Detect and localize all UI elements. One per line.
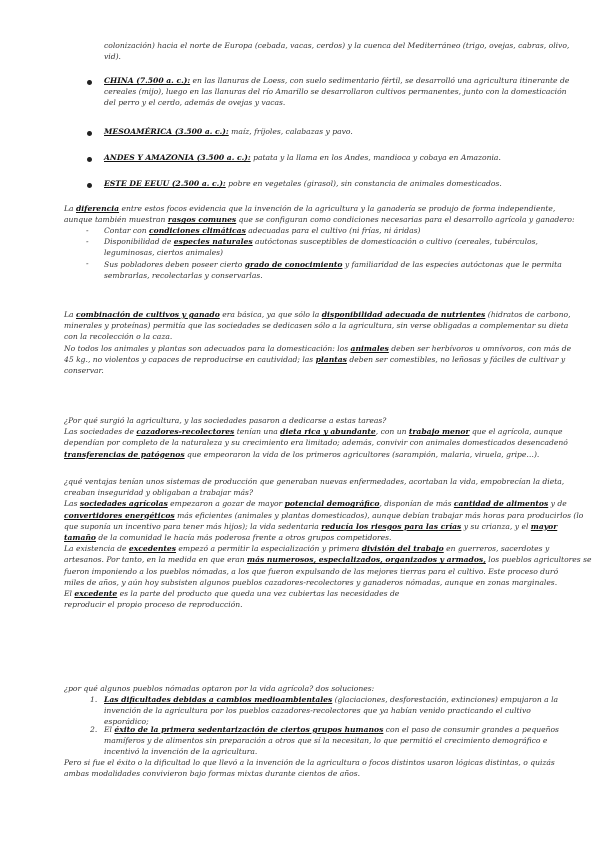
bold-term: trabajo menor: [408, 427, 470, 437]
bold-term: dieta rica y abundante: [280, 427, 376, 437]
bold-term: especies naturales: [173, 237, 253, 247]
list-dash: -: [86, 259, 89, 268]
list-dash: -: [86, 226, 89, 235]
text-span: es la parte del producto que queda una vez cubiertas las necesidades de: [117, 589, 400, 599]
combinacion-paragraph: [64, 309, 571, 376]
text-span: adecuadas para el cultivo (ni frías, ni áridas): [245, 226, 421, 235]
text-span: con el paso de consumir grandes a pequeños: [383, 725, 559, 734]
bold-term: excedente: [74, 589, 118, 599]
bullet-dot: [87, 183, 92, 188]
bold-term: más numerosos, especializados, organizados y armados,: [247, 555, 486, 565]
text-span: y de: [548, 499, 567, 509]
bold-term: plantas: [315, 354, 347, 364]
bold-term: condiciones climáticas: [149, 226, 246, 235]
text-span: pobre en vegetales (girasol), sin constancia de animales domesticados.: [225, 179, 502, 188]
text-span: Las: [64, 499, 80, 509]
solution-2: [104, 724, 559, 758]
text-span: deben ser comestibles, no leñosas y fáciles de cultivar y: [346, 354, 566, 364]
text-span: que se configuran como condiciones necesarias para el desarrollo agrícola y ganadero:: [236, 215, 575, 225]
text-span: Sus pobladores deben poseer cierto: [104, 259, 245, 269]
text-span: autóctonas susceptibles de domesticación o cultivo (cereales, tubérculos,: [252, 237, 538, 247]
text-line: leguminosas, ciertos animales): [104, 248, 224, 258]
text-line: esporádico;: [104, 717, 149, 727]
text-line: del perro y el cerdo, además de ovejas y vacas.: [104, 98, 286, 108]
text-line: Pero si fue el éxito o la dificultad lo que llevó a la invención de la agricultura o focos distintos usaron lógicas distintas, o quizás: [64, 758, 555, 767]
text-span: que suponía un incentivo para tener más hijos); la vida sedentaria: [64, 521, 322, 531]
text-span: empezó a permitir la especialización y primera: [176, 544, 362, 554]
question-line: ¿Por qué surgió la agricultura, y las sociedades pasaron a dedicarse a estas tareas?: [64, 416, 387, 425]
text-span: maíz, fríjoles, calabazas y pavo.: [228, 127, 353, 136]
bullet-dot: [87, 157, 92, 162]
text-line: vid).: [104, 52, 121, 62]
text-line: colonización) hacia el norte de Europa (cebada, vacas, cerdos) y la cuenca del Mediterráneo (trigo, ovejas, cabras, olivo,: [104, 41, 570, 50]
bold-term: convertidores energéticos: [64, 510, 175, 520]
bullet-item-china: [104, 75, 569, 109]
bold-term: rasgos comunes: [167, 215, 237, 225]
text-span: , con un: [375, 427, 409, 437]
text-span: La: [64, 310, 76, 319]
diferencia-paragraph: [64, 203, 575, 225]
bold-term: combinación de cultivos y ganado: [75, 310, 220, 319]
text-span: empezaron a gozar de mayor: [167, 499, 285, 509]
text-span: en guerreros, sacerdotes y: [443, 544, 550, 554]
closing-paragraph: [64, 757, 555, 779]
bold-term: MESOAMÉRICA (3.500 a. c.):: [104, 127, 229, 136]
text-span: los pueblos agricultores se: [485, 555, 592, 565]
bold-term: reducía los riesgos para las crías: [321, 521, 462, 531]
nomads-question: [64, 683, 374, 694]
text-line: incentivó la invención de la agricultura.: [104, 747, 258, 757]
bold-term: CHINA (7.500 a. c.):: [104, 76, 191, 85]
text-line: conservar.: [64, 366, 104, 376]
text-line: fueron imponiendo a los pueblos nómadas, a los que fueron expulsando de las mejores tierras para el cultivo. Este proceso duró: [64, 566, 559, 576]
text-span: El: [64, 589, 75, 599]
bullet-dot: [87, 80, 92, 85]
text-span: Disponibilidad de: [104, 237, 174, 247]
conditions-list: [104, 225, 562, 281]
bold-term: cazadores-recolectores: [136, 427, 235, 437]
question-line: ¿por qué algunos pueblos nómadas optaron por la vida agrícola? dos soluciones:: [64, 684, 375, 693]
question-line: creaban inseguridad y obligaban a trabajar más?: [64, 488, 254, 498]
list-number: 2.: [90, 725, 98, 734]
bold-term: mayor: [530, 521, 558, 531]
text-line: dependían por completo de la naturaleza y su crecimiento era limitado; además, convivir con animales domesticados desencadenó: [64, 438, 568, 448]
intro-paragraph: [104, 40, 569, 62]
bold-term: cantidad de alimentos: [453, 499, 549, 509]
bold-term: éxito de la primera sedentarización de ciertos grupos humanos: [114, 725, 384, 734]
text-span: patata y la llama en los Andes, mandioca y cobaya en Amazonia.: [250, 153, 501, 162]
bold-term: disponibilidad adecuada de nutrientes: [321, 310, 486, 319]
solution-1: [104, 694, 558, 728]
bullet-dot: [87, 131, 92, 136]
text-span: La existencia de: [64, 544, 129, 554]
text-line: reproducir el propio proceso de reproducción.: [64, 600, 243, 610]
text-span: y familiaridad de las especies autóctonas que le permita: [342, 259, 562, 269]
text-span: era básica, ya que sólo la: [219, 310, 322, 319]
bold-term: sociedades agrícolas: [79, 499, 168, 509]
bold-term: diferencia: [75, 204, 120, 213]
bold-term: división del trabajo: [361, 544, 444, 554]
text-line: invención de la agricultura por los pueblos cazadores-recolectores que ya habían venido practicando el cultivo: [104, 706, 531, 716]
why-agriculture-paragraph: [64, 415, 568, 460]
text-span: 45 kg., no violentos y capaces de reproducirse en cautividad; las: [64, 354, 316, 364]
text-span: (hidratos de carbono,: [485, 310, 571, 319]
bullet-item-andes: [104, 152, 501, 163]
text-line: ambas modalidades convivieron bajo formas mixtas durante cientos de años.: [64, 769, 361, 779]
text-span: El: [104, 725, 115, 734]
list-dash: -: [86, 237, 89, 246]
bold-term: potencial demográfico: [284, 499, 380, 509]
text-span: que empeoraron la vida de los primeros agricultores (sarampión, malaria, viruela, gripe…).: [184, 449, 540, 459]
bold-term: Las dificultades debidas a cambios medioambientales: [104, 695, 333, 704]
text-line: miles de años, y aún hoy subsisten algunos pueblos cazadores-recolectores y ganaderos nómadas, aunque en zonas marginales.: [64, 577, 558, 587]
bold-term: excedentes: [128, 544, 177, 554]
text-span: Contar con: [104, 226, 150, 235]
text-span: Las sociedades de: [64, 427, 137, 437]
text-span: aunque también muestran: [64, 215, 168, 225]
text-span: más eficientes (animales y plantas domesticados), aunque debían trabajar más horas para producirlos (lo: [174, 510, 584, 520]
text-span: deben ser herbívoros u omnívoros, con más de: [388, 343, 572, 353]
text-span: que el agrícola, aunque: [469, 427, 563, 437]
bold-term: transferencias de patógenos: [64, 449, 185, 459]
text-span: de la comunidad le hacía más poderosa frente a otros grupos competidores.: [95, 533, 392, 543]
advantages-paragraph: [64, 476, 591, 610]
text-span: , disponían de más: [379, 499, 454, 509]
text-span: entre estos focos evidencia que la invención de la agricultura y la ganadería se produjo de forma independiente,: [119, 204, 556, 213]
list-number: 1.: [90, 695, 98, 704]
bullet-item-mesoamerica: [104, 126, 353, 137]
text-line: con la recolección o la caza.: [64, 332, 173, 342]
text-span: No todos los animales y plantas son adecuados para la domesticación: los: [64, 343, 351, 353]
text-span: y su crianza, y el: [461, 521, 531, 531]
bold-term: grado de conocimiento: [244, 259, 343, 269]
text-line: sembrarlas, recolectarlas y conservarlas.: [104, 270, 263, 280]
text-span: en las llanuras de Loess, con suelo sedimentario fértil, se desarrolló una agricultura itinerante de: [190, 76, 570, 85]
text-span: La: [64, 204, 76, 213]
text-span: (glaciaciones, desforestación, extinciones) empujaron a la: [332, 695, 559, 704]
text-line: cereales (mijo), luego en las llanuras del río Amarillo se desarrollaron cultivos permanentes, junto con la domesticación: [104, 87, 567, 97]
question-line: ¿qué ventajas tenían unos sistemas de producción que generaban nuevas enfermedades, acortaban la vida, empobrecían la dieta,: [64, 477, 565, 486]
text-line: mamíferos y de alimentos sin preparación a otros que sí la necesitan, lo que permitió el crecimiento demográfico e: [104, 736, 548, 746]
text-line: minerales y proteínas) permitía que las sociedades se dedicasen sólo a la agricultura, sin verse obligadas a complementar su dieta: [64, 321, 569, 331]
bold-term: ESTE DE EEUU (2.500 a. c.):: [104, 179, 226, 188]
bold-term: tamaño: [64, 533, 96, 543]
bold-term: animales: [350, 343, 389, 353]
text-span: artesanos. Por tanto, en la medida en que eran: [64, 555, 248, 565]
text-span: tenían una: [234, 427, 281, 437]
bullet-item-este-eeuu: [104, 178, 502, 189]
bold-term: ANDES Y AMAZONIA (3.500 a. c.):: [104, 153, 251, 162]
